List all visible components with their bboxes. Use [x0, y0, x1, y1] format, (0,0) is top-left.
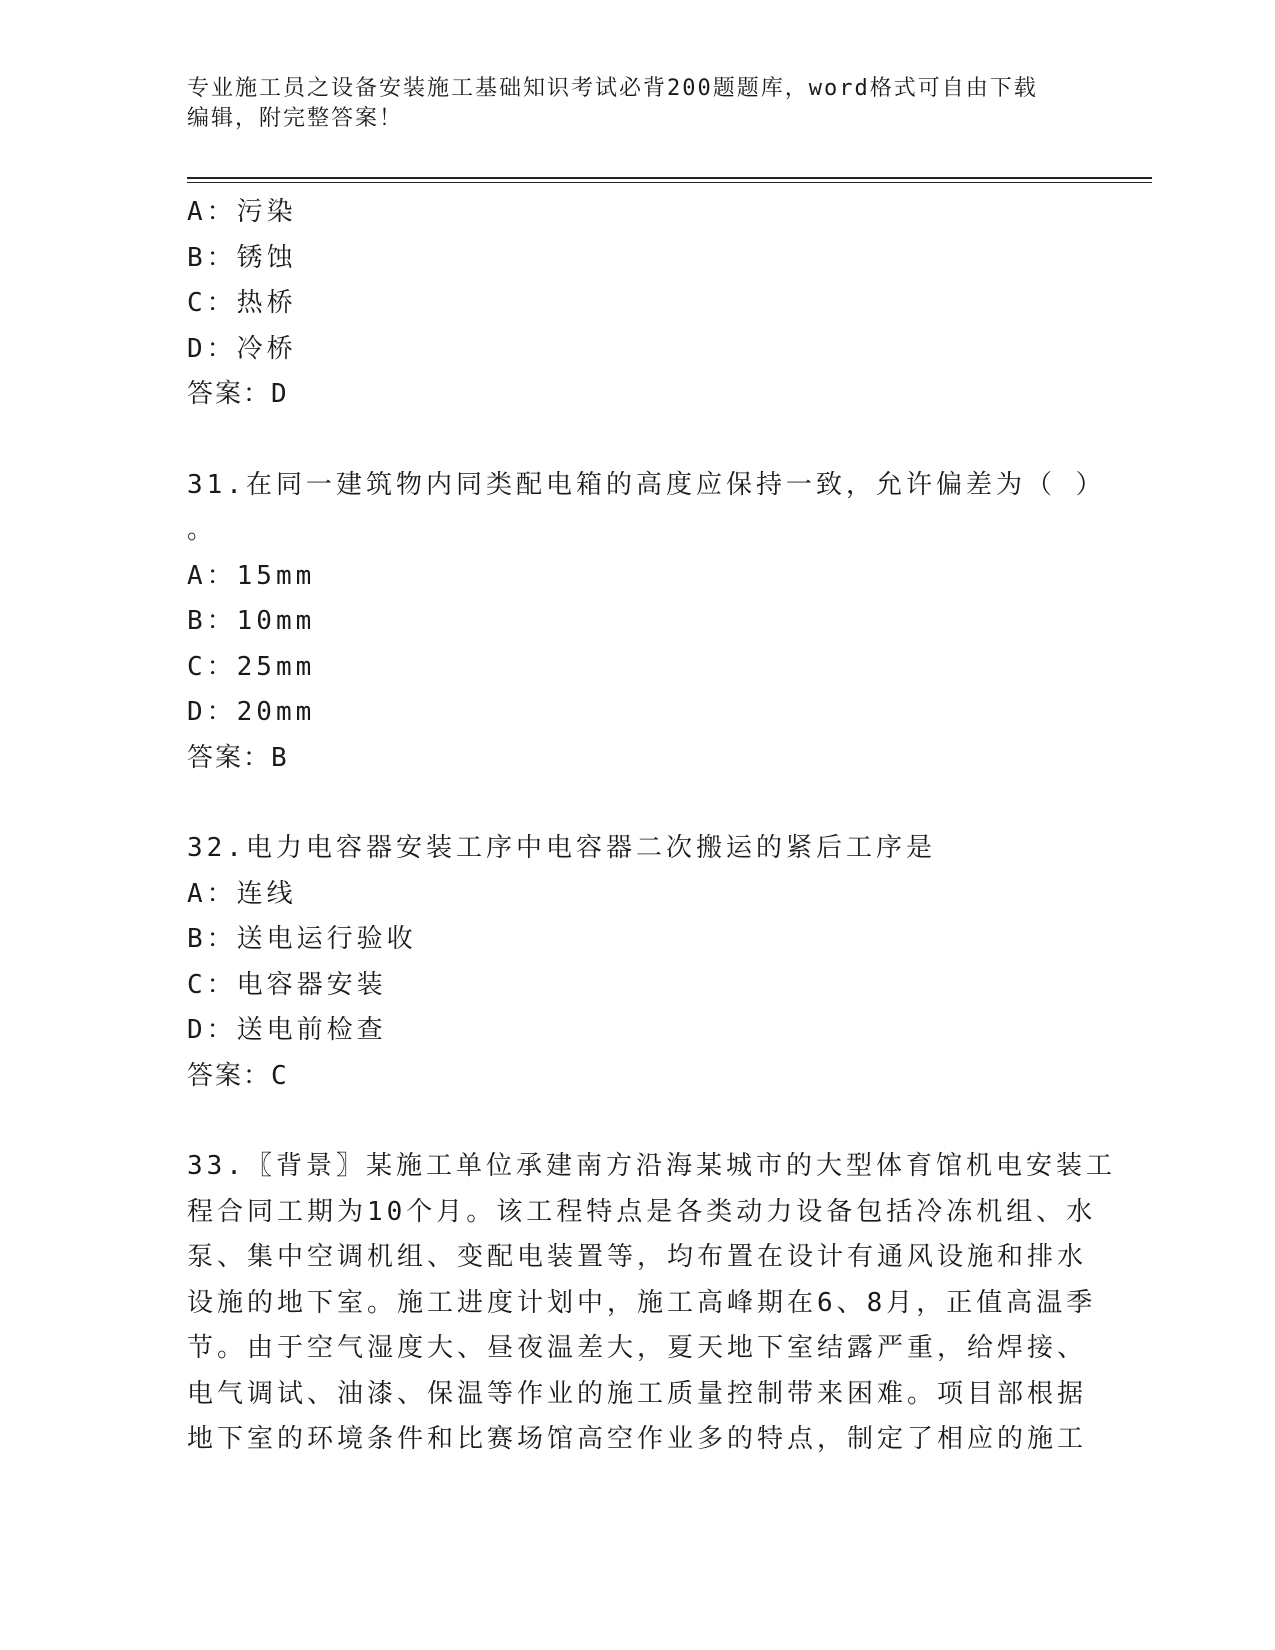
spacer	[187, 418, 1087, 463]
question-paragraph-line: 33.〖背景〗某施工单位承建南方沿海某城市的大型体育馆机电安装工	[187, 1151, 1116, 1181]
option-c: C：25mm	[187, 651, 316, 682]
question-paragraph-line: 节。由于空气湿度大、昼夜温差大，夏天地下室结露严重，给焊接、	[187, 1333, 1088, 1363]
option-b: B：送电运行验收	[187, 924, 417, 954]
question-text: 32.电力电容器安装工序中电容器二次搬运的紧后工序是	[187, 833, 936, 863]
question-paragraph-line: 电气调试、油漆、保温等作业的施工质量控制带来困难。项目部根据	[187, 1378, 1088, 1409]
answer-line: 答案：D	[187, 379, 289, 409]
question-33-block	[187, 1144, 1116, 1463]
question-paragraph-line: 地下室的环境条件和比赛场馆高空作业多的特点，制定了相应的施工	[187, 1424, 1088, 1454]
option-c: C：电容器安装	[187, 969, 387, 1000]
spacer	[187, 1099, 1087, 1144]
header-divider-thick	[187, 177, 1152, 179]
question-31-block	[187, 463, 1106, 782]
spacer	[187, 781, 1087, 826]
document-header	[187, 74, 1067, 134]
question-32-block	[187, 826, 1087, 1099]
question-paragraph-line: 设施的地下室。施工进度计划中，施工高峰期在6、8月，正值高温季	[187, 1287, 1097, 1318]
option-d: D：20mm	[187, 697, 316, 727]
question-paragraph-line: 泵、集中空调机组、变配电装置等，均布置在设计有通风设施和排水	[187, 1242, 1088, 1272]
option-a: A：15mm	[187, 560, 316, 591]
document-body	[187, 190, 1116, 1463]
question-text-continued: 。	[187, 515, 218, 545]
option-d: D：送电前检查	[187, 1015, 387, 1045]
header-divider-thin	[187, 182, 1152, 183]
question-paragraph-line: 程合同工期为10个月。该工程特点是各类动力设备包括冷冻机组、水	[187, 1196, 1097, 1227]
header-title-line-1: 专业施工员之设备安装施工基础知识考试必背200题题库，word格式可自由下载	[187, 76, 1038, 101]
option-b: B：锈蚀	[187, 242, 297, 273]
option-c: C：热桥	[187, 288, 297, 318]
option-d: D：冷桥	[187, 333, 297, 364]
answer-line: 答案：B	[187, 742, 289, 773]
answer-line: 答案：C	[187, 1060, 289, 1091]
question-text: 31.在同一建筑物内同类配电箱的高度应保持一致，允许偏差为（ ）	[187, 469, 1106, 500]
option-a: A：污染	[187, 197, 297, 227]
header-title-line-2: 编辑，附完整答案！	[187, 106, 404, 131]
option-a: A：连线	[187, 878, 297, 909]
question-30-block	[187, 190, 1087, 418]
option-b: B：10mm	[187, 606, 316, 636]
